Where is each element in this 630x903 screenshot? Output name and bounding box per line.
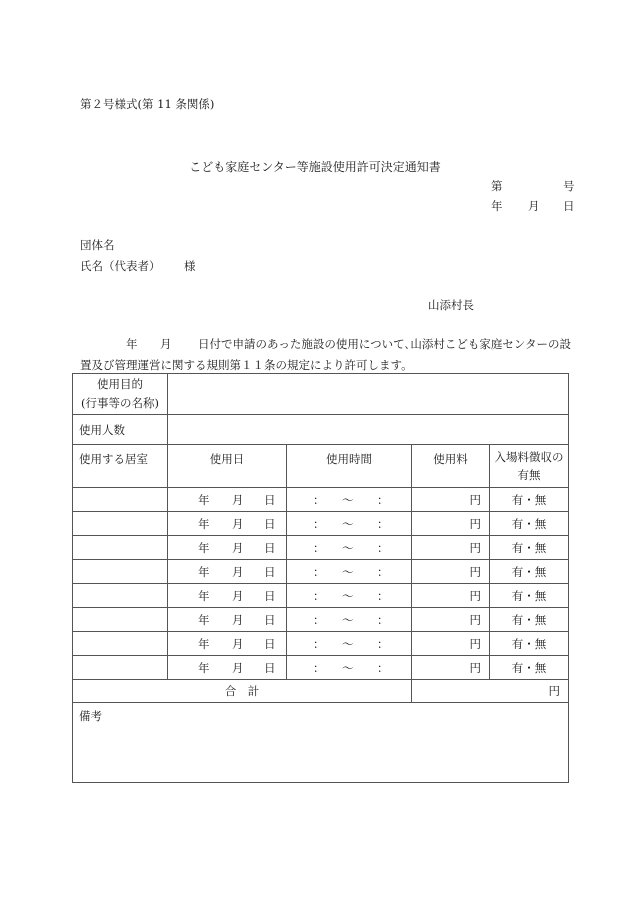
row-colon-start: ： xyxy=(313,660,325,675)
header-date: 使用日 xyxy=(168,445,287,488)
row-yen: 円 xyxy=(469,540,481,555)
date-cell[interactable] xyxy=(168,632,287,656)
fee-cell[interactable] xyxy=(412,584,490,608)
time-cell[interactable] xyxy=(287,656,412,680)
number-suffix: 号 xyxy=(563,179,575,193)
time-cell[interactable] xyxy=(287,608,412,632)
date-cell[interactable] xyxy=(168,560,287,584)
row-yes-no: 有・無 xyxy=(511,636,547,651)
admission-cell[interactable] xyxy=(490,536,569,560)
total-yen: 円 xyxy=(412,680,569,703)
usage-row xyxy=(73,512,569,536)
header-admission-line1: 入場料徴収の xyxy=(494,450,564,464)
row-yen: 円 xyxy=(469,660,481,675)
room-cell[interactable] xyxy=(73,488,168,512)
fee-cell[interactable] xyxy=(412,608,490,632)
row-tilde: ～ xyxy=(342,612,354,627)
row-colon-start: ： xyxy=(313,588,325,603)
row-year: 年 xyxy=(198,588,210,603)
time-cell[interactable] xyxy=(287,512,412,536)
usage-row xyxy=(73,488,569,512)
row-year: 年 xyxy=(198,492,210,507)
date-cell[interactable] xyxy=(168,656,287,680)
row-colon-end: ： xyxy=(377,564,389,579)
row-day: 日 xyxy=(264,612,276,627)
row-yes-no: 有・無 xyxy=(511,660,547,675)
row-colon-end: ： xyxy=(377,660,389,675)
row-month: 月 xyxy=(232,516,244,531)
row-yen: 円 xyxy=(469,564,481,579)
fee-cell[interactable] xyxy=(412,488,490,512)
time-cell[interactable] xyxy=(287,632,412,656)
row-tilde: ～ xyxy=(342,540,354,555)
header-fee: 使用料 xyxy=(412,445,490,488)
count-label: 使用人数 xyxy=(73,415,168,445)
row-day: 日 xyxy=(264,540,276,555)
row-year: 年 xyxy=(198,612,210,627)
row-tilde: ～ xyxy=(342,492,354,507)
row-colon-end: ： xyxy=(377,588,389,603)
row-tilde: ～ xyxy=(342,564,354,579)
date-cell[interactable] xyxy=(168,608,287,632)
usage-row xyxy=(73,536,569,560)
row-tilde: ～ xyxy=(342,636,354,651)
header-time: 使用時間 xyxy=(287,445,412,488)
row-yes-no: 有・無 xyxy=(511,612,547,627)
date-day-label: 日 xyxy=(563,199,575,213)
row-yen: 円 xyxy=(469,588,481,603)
row-month: 月 xyxy=(232,588,244,603)
room-cell[interactable] xyxy=(73,536,168,560)
header-room: 使用する居室 xyxy=(73,445,168,488)
document-title: こども家庭センター等施設使用許可決定通知書 xyxy=(189,160,441,174)
admission-cell[interactable] xyxy=(490,512,569,536)
admission-cell[interactable] xyxy=(490,560,569,584)
header-admission-line2: 有無 xyxy=(517,468,541,482)
honorific: 様 xyxy=(184,259,196,273)
time-cell[interactable] xyxy=(287,584,412,608)
row-month: 月 xyxy=(232,612,244,627)
admission-cell[interactable] xyxy=(490,584,569,608)
row-day: 日 xyxy=(264,660,276,675)
row-colon-end: ： xyxy=(377,492,389,507)
row-day: 日 xyxy=(264,636,276,651)
count-row xyxy=(73,415,569,445)
row-yen: 円 xyxy=(469,612,481,627)
row-year: 年 xyxy=(198,564,210,579)
row-colon-start: ： xyxy=(313,564,325,579)
room-cell[interactable] xyxy=(73,560,168,584)
row-year: 年 xyxy=(198,636,210,651)
group-name-label: 団体名 xyxy=(80,238,115,252)
purpose-value[interactable] xyxy=(168,374,569,415)
row-month: 月 xyxy=(232,492,244,507)
purpose-label-cell xyxy=(73,374,168,415)
row-colon-end: ： xyxy=(377,540,389,555)
representative-label: 氏名（代表者） xyxy=(80,259,161,273)
row-day: 日 xyxy=(264,516,276,531)
remarks-cell[interactable] xyxy=(73,703,569,783)
row-month: 月 xyxy=(232,636,244,651)
purpose-label: 使用目的 xyxy=(97,377,143,391)
row-colon-start: ： xyxy=(313,636,325,651)
body-text-1: 日付で申請のあった施設の使用について､山添村こども家庭センターの設 xyxy=(198,337,571,351)
fee-cell[interactable] xyxy=(412,560,490,584)
time-cell[interactable] xyxy=(287,488,412,512)
admission-cell[interactable] xyxy=(490,608,569,632)
admission-cell[interactable] xyxy=(490,632,569,656)
room-cell[interactable] xyxy=(73,656,168,680)
row-yen: 円 xyxy=(469,636,481,651)
total-label: 合 計 xyxy=(73,680,412,703)
fee-cell[interactable] xyxy=(412,512,490,536)
row-month: 月 xyxy=(232,564,244,579)
room-cell[interactable] xyxy=(73,512,168,536)
row-colon-start: ： xyxy=(313,492,325,507)
header-admission xyxy=(490,445,569,488)
usage-table xyxy=(72,373,569,783)
fee-cell[interactable] xyxy=(412,656,490,680)
fee-cell[interactable] xyxy=(412,632,490,656)
row-yes-no: 有・無 xyxy=(511,564,547,579)
time-cell[interactable] xyxy=(287,560,412,584)
date-cell[interactable] xyxy=(168,536,287,560)
row-yen: 円 xyxy=(469,516,481,531)
purpose-row xyxy=(73,374,569,415)
admission-cell[interactable] xyxy=(490,488,569,512)
row-yes-no: 有・無 xyxy=(511,492,547,507)
admission-cell[interactable] xyxy=(490,656,569,680)
usage-row xyxy=(73,608,569,632)
row-day: 日 xyxy=(264,492,276,507)
row-colon-start: ： xyxy=(313,612,325,627)
room-cell[interactable] xyxy=(73,608,168,632)
usage-rows xyxy=(73,488,569,680)
row-tilde: ～ xyxy=(342,660,354,675)
row-tilde: ～ xyxy=(342,516,354,531)
row-year: 年 xyxy=(198,540,210,555)
remarks-label: 備考 xyxy=(79,709,102,723)
row-day: 日 xyxy=(264,564,276,579)
body-year: 年 xyxy=(126,337,138,351)
date-month-label: 月 xyxy=(528,199,540,213)
count-value[interactable] xyxy=(168,415,569,445)
date-year-label: 年 xyxy=(491,199,503,213)
date-cell[interactable] xyxy=(168,584,287,608)
row-colon-end: ： xyxy=(377,516,389,531)
date-cell[interactable] xyxy=(168,512,287,536)
row-year: 年 xyxy=(198,660,210,675)
row-tilde: ～ xyxy=(342,588,354,603)
row-yes-no: 有・無 xyxy=(511,540,547,555)
usage-row xyxy=(73,632,569,656)
number-prefix: 第 xyxy=(491,179,503,193)
row-colon-end: ： xyxy=(377,636,389,651)
remarks-row xyxy=(73,703,569,783)
usage-row xyxy=(73,560,569,584)
time-cell[interactable] xyxy=(287,536,412,560)
row-yes-no: 有・無 xyxy=(511,516,547,531)
header-row xyxy=(73,445,569,488)
body-month: 月 xyxy=(160,337,172,351)
row-yes-no: 有・無 xyxy=(511,588,547,603)
date-cell[interactable] xyxy=(168,488,287,512)
usage-row xyxy=(73,656,569,680)
row-colon-end: ： xyxy=(377,612,389,627)
row-year: 年 xyxy=(198,516,210,531)
purpose-sublabel: (行事等の名称) xyxy=(81,396,159,410)
row-month: 月 xyxy=(232,540,244,555)
row-colon-start: ： xyxy=(313,540,325,555)
usage-row xyxy=(73,584,569,608)
row-yen: 円 xyxy=(469,492,481,507)
room-cell[interactable] xyxy=(73,632,168,656)
fee-cell[interactable] xyxy=(412,536,490,560)
row-colon-start: ： xyxy=(313,516,325,531)
body-line-2: 置及び管理運営に関する規則第１１条の規定により許可します。 xyxy=(80,358,413,372)
issuer-name: 山添村長 xyxy=(428,298,474,312)
row-month: 月 xyxy=(232,660,244,675)
form-reference: 第２号様式(第 11 条関係) xyxy=(80,97,215,111)
room-cell[interactable] xyxy=(73,584,168,608)
row-day: 日 xyxy=(264,588,276,603)
total-row xyxy=(73,680,569,703)
